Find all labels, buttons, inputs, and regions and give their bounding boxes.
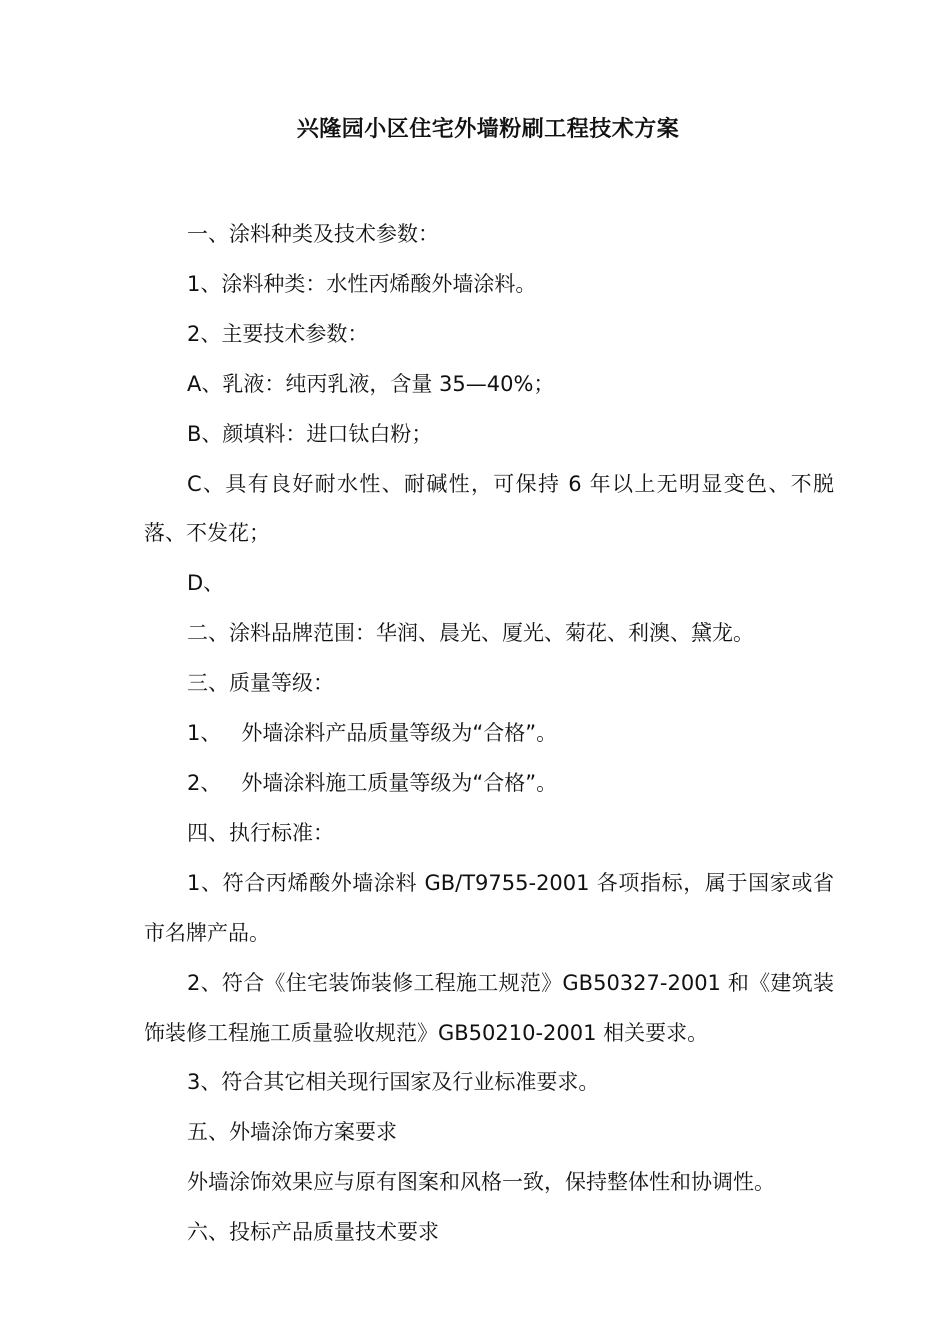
paragraph-pigment: B、颜填料：进口钛白粉； bbox=[187, 421, 433, 446]
section-heading-product-requirements: 六、投标产品质量技术要求 bbox=[187, 1220, 439, 1245]
section-heading-coating-types: 一、涂料种类及技术参数： bbox=[187, 222, 439, 246]
paragraph-standard-gb9755: 1、符合丙烯酸外墙涂料 GB/T9755-2001 各项指标，属于国家或省市名牌产品。 bbox=[144, 870, 834, 945]
paragraph-product-quality: 1、 外墙涂料产品质量等级为“合格”。 bbox=[187, 721, 558, 746]
section-heading-brands: 二、涂料品牌范围：华润、晨光、厦光、菊花、利澳、黛龙。 bbox=[187, 621, 754, 646]
document-body bbox=[144, 210, 834, 1258]
paragraph-construction-quality: 2、 外墙涂料施工质量等级为“合格”。 bbox=[187, 770, 558, 795]
section-heading-standards: 四、执行标准： bbox=[187, 820, 334, 845]
paragraph-main-parameters: 2、主要技术参数： bbox=[187, 321, 369, 346]
section-heading-quality-grade: 三、质量等级： bbox=[187, 671, 334, 696]
paragraph-durability: C、具有良好耐水性、耐碱性，可保持 6 年以上无明显变色、不脱落、不发花； bbox=[144, 471, 834, 546]
paragraph-emulsion: A、乳液：纯丙乳液，含量 35—40%； bbox=[187, 371, 555, 396]
paragraph-standard-other: 3、符合其它相关现行国家及行业标准要求。 bbox=[187, 1070, 600, 1095]
section-heading-coating-plan: 五、外墙涂饰方案要求 bbox=[187, 1120, 397, 1145]
paragraph-coating-type: 1、涂料种类：水性丙烯酸外墙涂料。 bbox=[187, 271, 537, 296]
paragraph-item-d: D、 bbox=[187, 571, 225, 596]
paragraph-coating-effect: 外墙涂饰效果应与原有图案和风格一致，保持整体性和协调性。 bbox=[187, 1170, 775, 1195]
document-title: 兴隆园小区住宅外墙粉刷工程技术方案 bbox=[296, 117, 680, 142]
paragraph-standard-gb50327: 2、符合《住宅装饰装修工程施工规范》GB50327-2001 和《建筑装饰装修工程施工质量验收规范》GB50210-2001 相关要求。 bbox=[144, 970, 834, 1045]
